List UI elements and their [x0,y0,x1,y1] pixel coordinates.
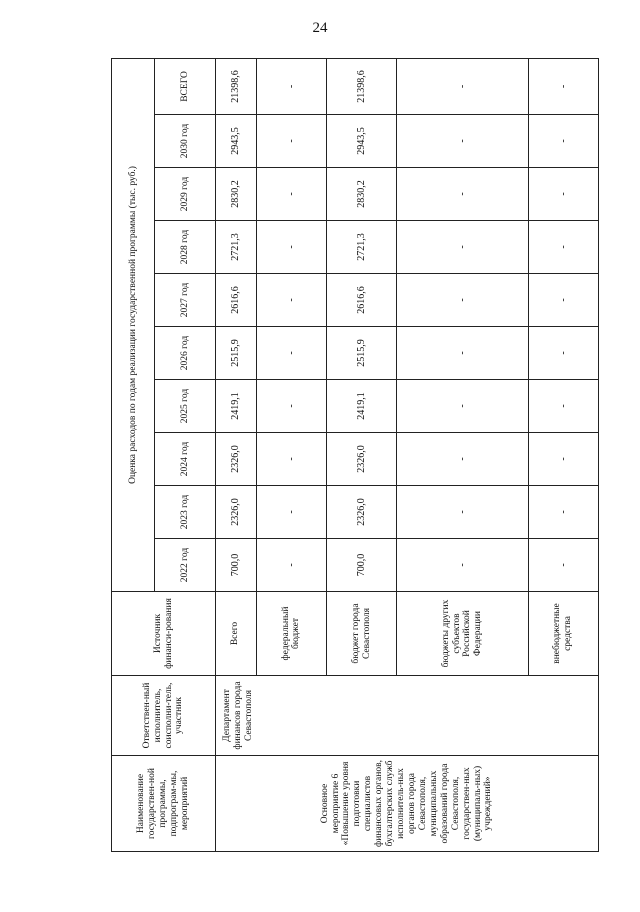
amount-cell: 2943,5 [326,115,396,168]
amount-cell: 2830,2 [326,168,396,221]
amount-cell: - [528,327,598,380]
amount-cell: - [528,433,598,486]
amount-cell: 2326,0 [216,433,257,486]
funding-source: внебюджетные средства [528,592,598,676]
amount-cell: - [256,168,326,221]
header-year: ВСЕГО [155,58,216,114]
header-name: Наименование государствен-ной программы, подпрограм-мы, мероприятий [112,756,216,852]
event-executor: Департамент финансов города Севастополя [216,676,599,756]
amount-cell: - [256,115,326,168]
amount-cell: - [256,433,326,486]
header-year: 2025 год [155,380,216,433]
amount-cell: 2616,6 [216,274,257,327]
table-row [216,58,257,851]
amount-cell: - [256,539,326,592]
header-year: 2024 год [155,433,216,486]
amount-cell: 2830,2 [216,168,257,221]
amount-cell: - [397,115,529,168]
amount-cell: - [397,168,529,221]
amount-cell: 2943,5 [216,115,257,168]
amount-cell: - [528,168,598,221]
header-year: 2027 год [155,274,216,327]
amount-cell: 2721,3 [326,221,396,274]
header-year: 2028 год [155,221,216,274]
header-year: 2023 год [155,486,216,539]
amount-cell: - [397,486,529,539]
amount-cell: - [397,433,529,486]
header-executor: Ответствен-ный исполнитель, соисполни-тель, участник [112,676,216,756]
page-number: 24 [312,20,328,36]
budget-table-container [111,62,599,852]
amount-cell: 2515,9 [216,327,257,380]
amount-cell: - [528,274,598,327]
amount-cell: - [528,486,598,539]
amount-cell: 21398,6 [216,58,257,114]
amount-cell: - [528,115,598,168]
amount-cell: - [397,274,529,327]
header-year: 2026 год [155,327,216,380]
amount-cell: - [256,327,326,380]
header-source: Источник финанси-рования [112,592,216,676]
amount-cell: - [397,221,529,274]
header-spending: Оценка расходов по годам реализации государственной программы (тыс. руб.) [112,58,155,591]
funding-source: бюджет города Севастополя [326,592,396,676]
amount-cell: - [256,274,326,327]
budget-table [111,58,599,852]
amount-cell: - [397,58,529,114]
amount-cell: - [528,539,598,592]
event-name: Основное мероприятие 6 «Повышение уровня подготовки специалистов финансовых органов, бухгалтерских служб исполнитель-ных органов города Севастополя, муниципальных образований города Севастополя, государствен-ных (муниципаль-ных) учреждений» [216,756,599,852]
amount-cell: 2326,0 [216,486,257,539]
amount-cell: 2326,0 [326,433,396,486]
amount-cell: - [397,380,529,433]
header-year: 2022 год [155,539,216,592]
amount-cell: 700,0 [326,539,396,592]
amount-cell: 2616,6 [326,274,396,327]
amount-cell: - [397,327,529,380]
header-year: 2029 год [155,168,216,221]
amount-cell: 2326,0 [326,486,396,539]
amount-cell: - [528,221,598,274]
amount-cell: - [256,486,326,539]
funding-source: бюджеты других субъектов Российской Федерации [397,592,529,676]
amount-cell: 2419,1 [326,380,396,433]
amount-cell: - [528,380,598,433]
amount-cell: 700,0 [216,539,257,592]
amount-cell: 2721,3 [216,221,257,274]
amount-cell: - [528,58,598,114]
funding-source: федеральный бюджет [256,592,326,676]
amount-cell: 21398,6 [326,58,396,114]
amount-cell: 2515,9 [326,327,396,380]
amount-cell: - [256,58,326,114]
amount-cell: - [397,539,529,592]
funding-source: Всего [216,592,257,676]
amount-cell: - [256,221,326,274]
header-year: 2030 год [155,115,216,168]
amount-cell: - [256,380,326,433]
amount-cell: 2419,1 [216,380,257,433]
